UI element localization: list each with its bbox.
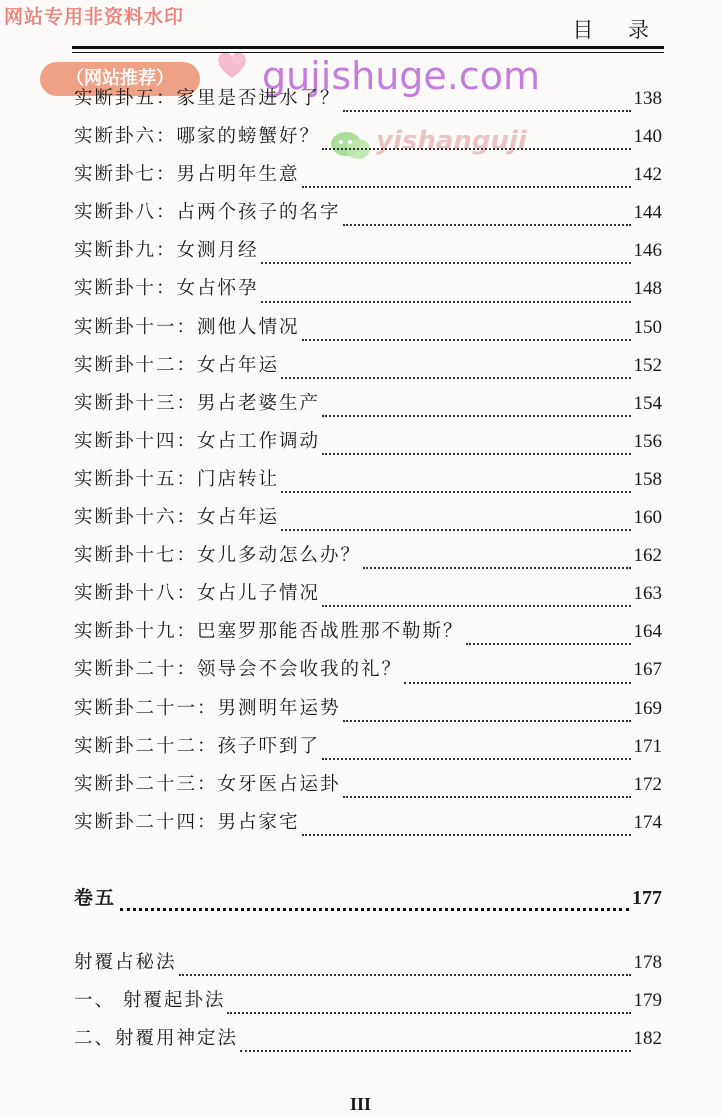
dot-leader (322, 605, 630, 607)
toc-entry-page: 162 (633, 545, 662, 567)
toc-entry-page: 178 (633, 952, 662, 973)
dot-leader (227, 1012, 630, 1014)
toc-entry (74, 118, 662, 156)
toc-entry-label: 实断卦八：占两个孩子的名字 (74, 202, 341, 224)
toc-entry-page: 174 (633, 811, 662, 833)
dot-leader (281, 529, 630, 531)
toc-entry-label: 实断卦十八：女占儿子情况 (74, 583, 321, 605)
dot-leader (302, 186, 631, 188)
toc-entry-label: 一、 射覆起卦法 (74, 990, 226, 1012)
toc-entry-label: 实断卦十七：女儿多动怎么办？ (74, 545, 362, 567)
toc-entry-page: 154 (633, 392, 662, 414)
dot-leader (302, 339, 631, 341)
toc-entry (74, 270, 662, 308)
toc-entry (74, 499, 662, 537)
toc-entry-label: 实断卦十五：门店转让 (74, 468, 280, 490)
heart-icon (212, 44, 252, 84)
dot-leader (343, 720, 631, 722)
dot-leader (322, 415, 630, 417)
dot-leader (281, 377, 630, 379)
toc-entry-label: 实断卦六：哪家的螃蟹好？ (74, 126, 321, 148)
toc-entry-page: 163 (633, 583, 662, 605)
toc-entry-page: 169 (633, 697, 662, 719)
toc-entry (74, 766, 662, 804)
toc-entry-label: 实断卦二十四：男占家宅 (74, 811, 300, 833)
dot-leader (120, 908, 629, 911)
watermark-text: 网站专用非资料水印 (4, 6, 185, 28)
toc-entry-label: 实断卦十二：女占年运 (74, 354, 280, 376)
dot-leader (404, 682, 630, 684)
toc-list (74, 944, 662, 1058)
toc-entry-label: 实断卦七：男占明年生意 (74, 164, 300, 186)
toc-entry-page: 160 (633, 507, 662, 529)
toc-entry (74, 194, 662, 232)
toc-entry (74, 1020, 662, 1058)
dot-leader (179, 974, 631, 976)
dot-leader (322, 453, 630, 455)
toc-entry-label: 实断卦二十：领导会不会收我的礼？ (74, 659, 403, 681)
dot-leader (322, 758, 630, 760)
toc-entry-label: 实断卦十四：女占工作调动 (74, 430, 321, 452)
toc-entry-label: 实断卦二十三：女牙医占运卦 (74, 773, 341, 795)
toc-entry-page: 179 (633, 990, 662, 1012)
watermark-recommend-badge: （网站推荐） (40, 62, 200, 96)
toc-entry-page: 167 (633, 659, 662, 681)
toc-entry (74, 423, 662, 461)
header-rule (72, 52, 664, 53)
toc-entry (74, 651, 662, 689)
toc-entry (74, 804, 662, 842)
toc-entry-label: 实断卦二十二：孩子吓到了 (74, 735, 321, 757)
toc-entry (74, 347, 662, 385)
toc-entry-page: 146 (633, 240, 662, 262)
page-header-title: 目 录 (572, 18, 663, 42)
toc-entry-page: 140 (633, 126, 662, 148)
dot-leader (343, 224, 631, 226)
toc-entry-page: 182 (633, 1028, 662, 1050)
toc-entry (74, 728, 662, 766)
toc-entry (74, 537, 662, 575)
toc-entry (74, 982, 662, 1020)
page-number: III (349, 1094, 371, 1114)
toc-list (74, 80, 662, 842)
watermark-site-secondary: yishanguji (376, 126, 527, 156)
toc-entry-label: 实断卦十三：男占老婆生产 (74, 392, 321, 414)
toc-section-label: 卷五 (74, 887, 117, 909)
toc-entry-page: 148 (633, 278, 662, 300)
dot-leader (363, 567, 630, 569)
toc-entry (74, 613, 662, 651)
toc-entry-page: 156 (633, 430, 662, 452)
toc-entry-label: 实断卦十：女占怀孕 (74, 278, 259, 300)
toc-entry-label: 实断卦十九：巴塞罗那能否战胜那不勒斯？ (74, 621, 464, 643)
dot-leader (466, 643, 631, 645)
dot-leader (261, 301, 631, 303)
toc-entry-page: 158 (633, 468, 662, 490)
toc-entry-page: 138 (633, 88, 662, 109)
toc-entry (74, 232, 662, 270)
toc-entry (74, 461, 662, 499)
dot-leader (343, 796, 631, 798)
toc-entry-label: 实断卦十一：测他人情况 (74, 316, 300, 338)
dot-leader (322, 148, 630, 150)
toc-entry-label: 二、射覆用神定法 (74, 1028, 239, 1050)
toc-entry-label: 实断卦九：女测月经 (74, 240, 259, 262)
toc-entry-page: 142 (633, 164, 662, 186)
dot-leader (302, 834, 631, 836)
watermark-site: gujishuge.com (262, 54, 541, 98)
dot-leader (281, 491, 630, 493)
toc-entry-label: 实断卦十六：女占年运 (74, 507, 280, 529)
toc-entry (74, 385, 662, 423)
dot-leader (343, 110, 631, 112)
toc-entry (74, 944, 662, 982)
toc-entry (74, 156, 662, 194)
header-rule (72, 46, 664, 49)
toc-entry-label: 实断卦五：家里是否进水了？ (74, 88, 341, 109)
toc-section-page: 177 (632, 887, 662, 909)
toc-entry-page: 164 (633, 621, 662, 643)
toc-entry-page: 152 (633, 354, 662, 376)
toc-entry (74, 80, 662, 118)
dot-leader (240, 1050, 630, 1052)
toc-entry-page: 172 (633, 773, 662, 795)
toc-entry (74, 690, 662, 728)
dot-leader (261, 262, 631, 264)
toc-entry-page: 150 (633, 316, 662, 338)
toc-entry-page: 144 (633, 202, 662, 224)
toc-entry-label: 实断卦二十一：男测明年运势 (74, 697, 341, 719)
toc-section-row (74, 878, 662, 918)
toc-entry (74, 309, 662, 347)
toc-entry-label: 射覆占秘法 (74, 952, 177, 973)
toc-entry (74, 575, 662, 613)
toc-entry-page: 171 (633, 735, 662, 757)
